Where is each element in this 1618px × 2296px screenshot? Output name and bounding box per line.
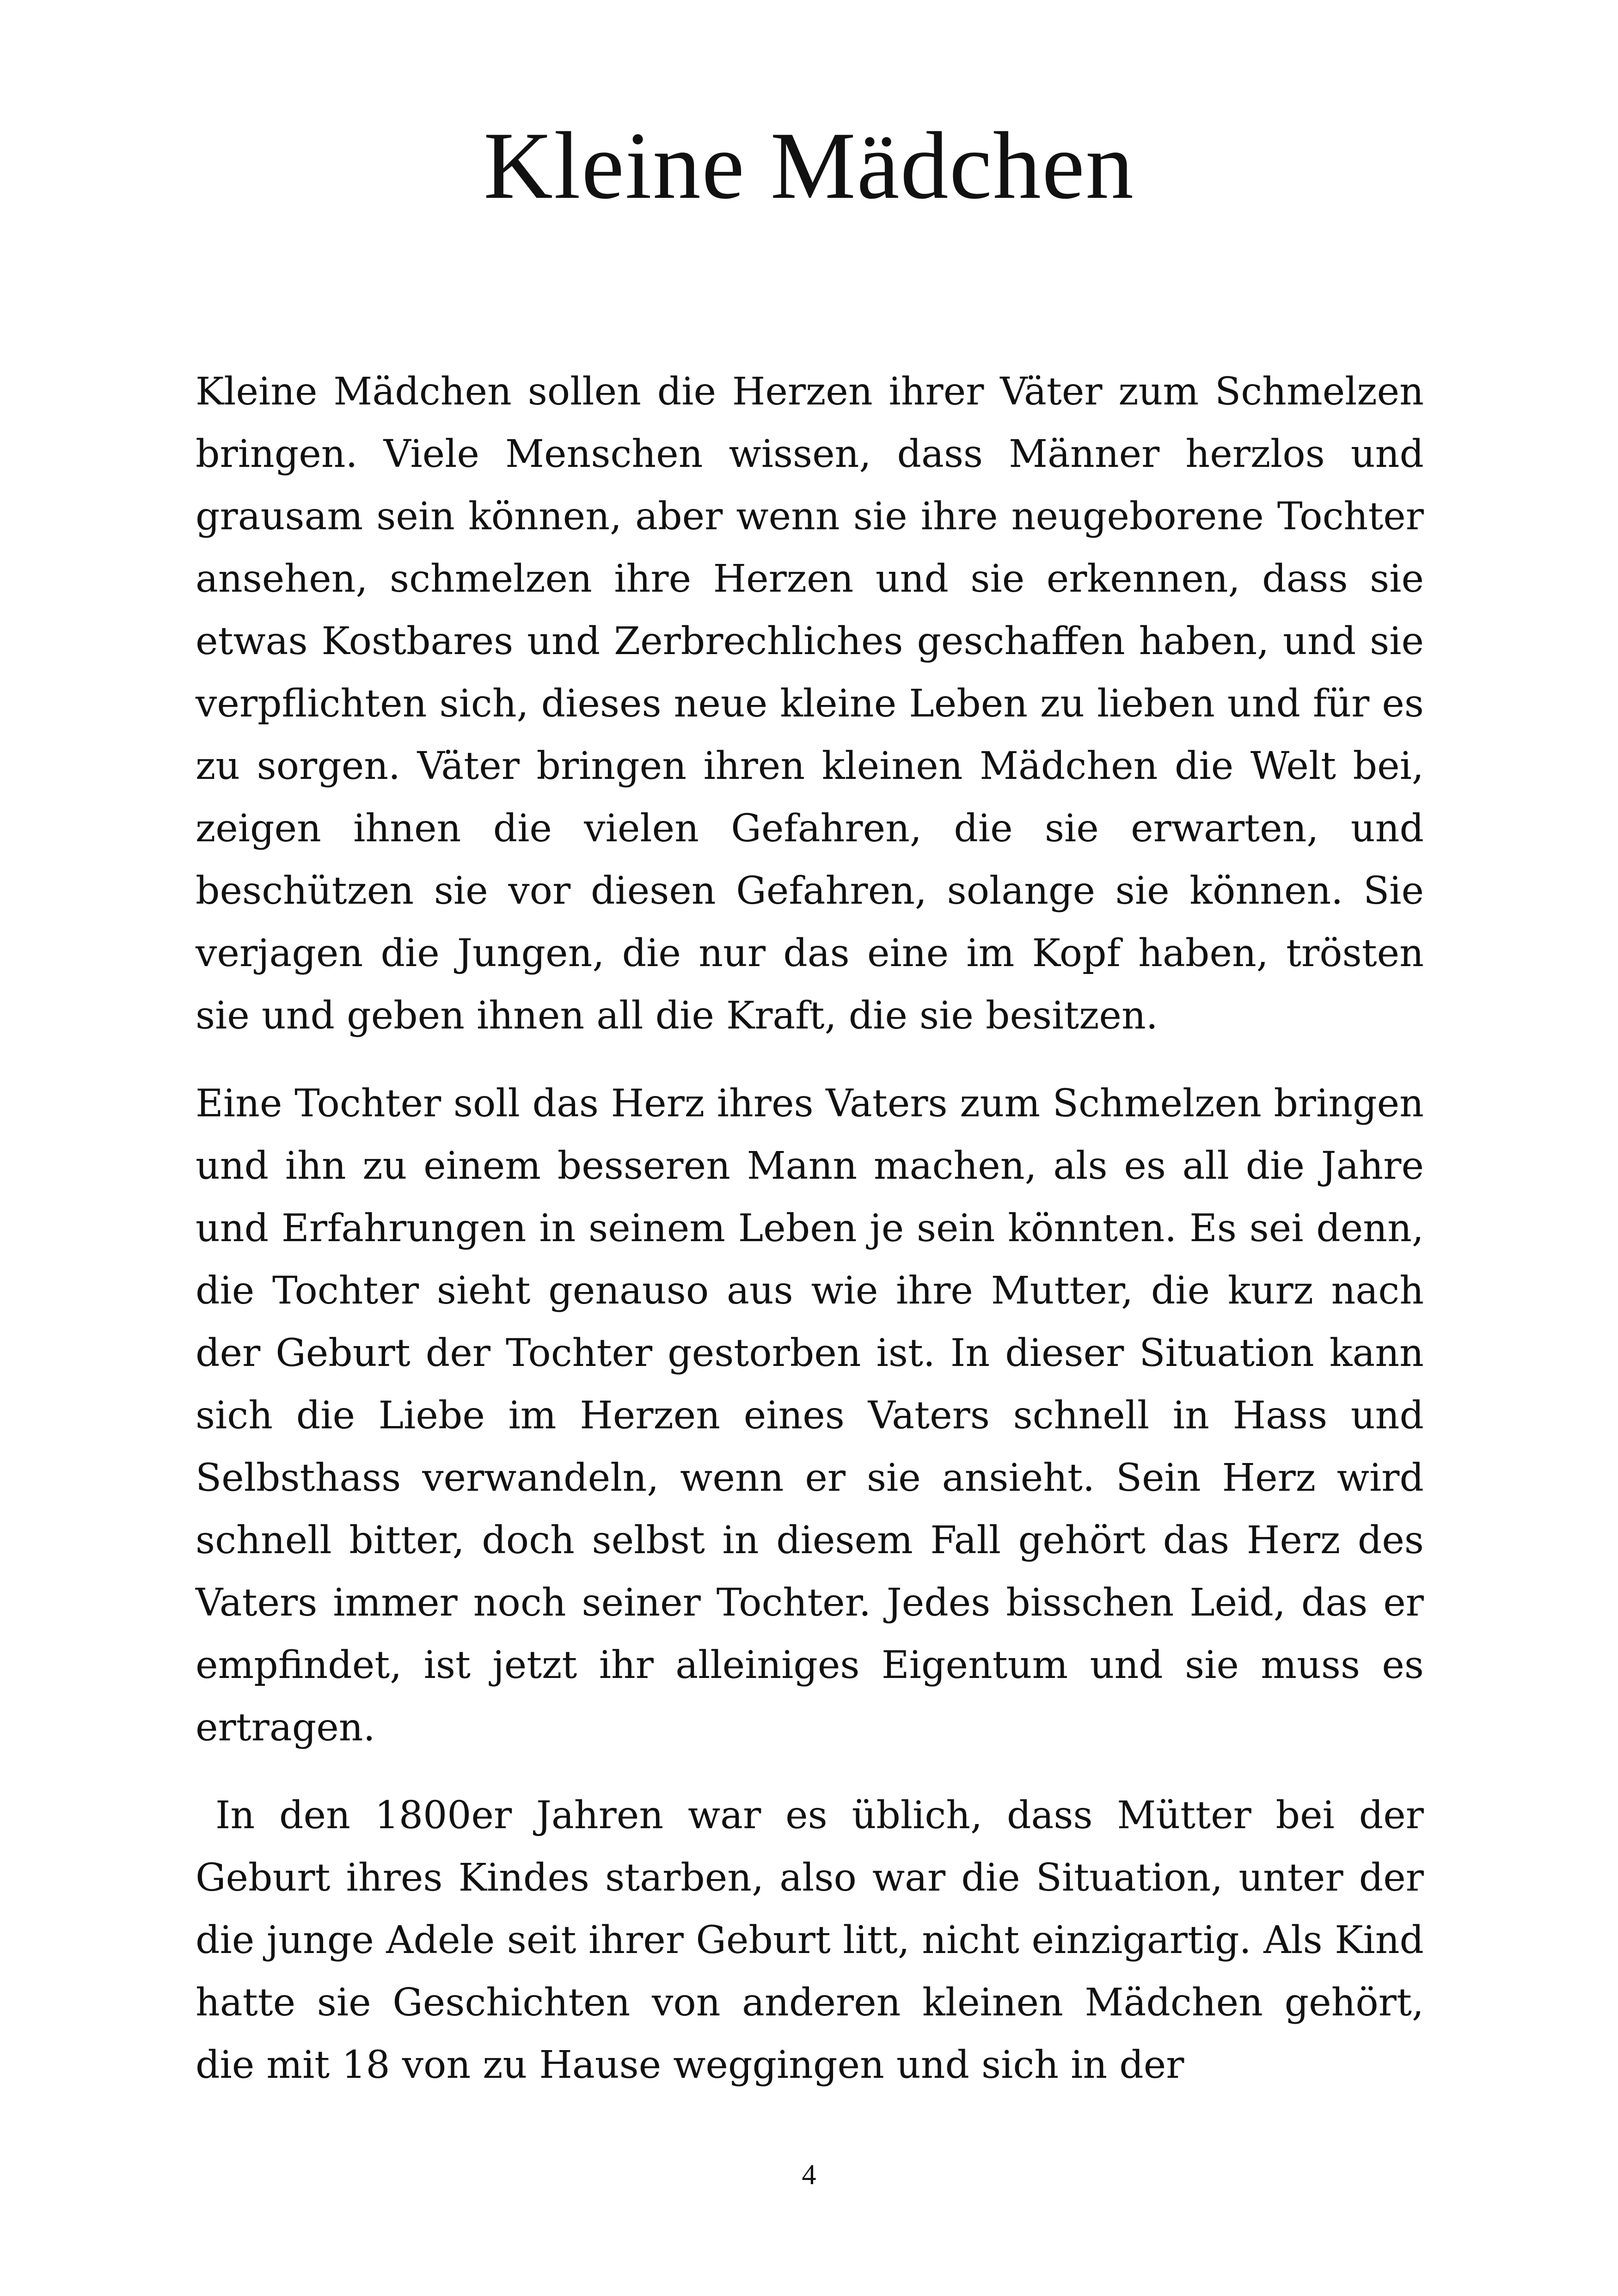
body-text xyxy=(196,361,1424,2122)
chapter-title: Kleine Mädchen xyxy=(483,112,1135,219)
paragraph-3: In den 1800er Jahren war es üblich, dass Mütter bei der Geburt ihres Kindes starben, also war die Situation, unter der die junge Adele seit ihrer Geburt litt, nicht einzigartig. Als Kind hatte sie Geschichten von anderen kleinen Mädchen gehört, die mit 18 von zu Hause weggingen und sich in der xyxy=(196,1794,1424,2087)
paragraph-1: Kleine Mädchen sollen die Herzen ihrer Väter zum Schmelzen bringen. Viele Menschen wissen, dass Männer herzlos und grausam sein können, aber wenn sie ihre neugeborene Tochter ansehen, schmelzen ihre Herzen und sie erkennen, dass sie etwas Kostbares und Zerbrechliches geschaffen haben, und sie verpflichten sich, dieses neue kleine Leben zu lieben und für es zu sorgen. Väter bringen ihren kleinen Mädchen die Welt bei, zeigen ihnen die vielen Gefahren, die sie erwarten, und beschützen sie vor diesen Gefahren, solange sie können. Sie verjagen die Jungen, die nur das eine im Kopf haben, trösten sie und geben ihnen all die Kraft, die sie besitzen. xyxy=(196,370,1424,1038)
paragraph-2: Eine Tochter soll das Herz ihres Vaters zum Schmelzen bringen und ihn zu einem besseren Mann machen, als es all die Jahre und Erfahrungen in seinem Leben je sein könnten. Es sei denn, die Tochter sieht genauso aus wie ihre Mutter, die kurz nach der Geburt der Tochter gestorben ist. In dieser Situation kann sich die Liebe im Herzen eines Vaters schnell in Hass und Selbsthass verwandeln, wenn er sie ansieht. Sein Herz wird schnell bitter, doch selbst in diesem Fall gehört das Herz des Vaters immer noch seiner Tochter. Jedes bisschen Leid, das er empfindet, ist jetzt ihr alleiniges Eigentum und sie muss es ertragen. xyxy=(196,1082,1424,1750)
page-number: 4 xyxy=(802,2159,816,2191)
